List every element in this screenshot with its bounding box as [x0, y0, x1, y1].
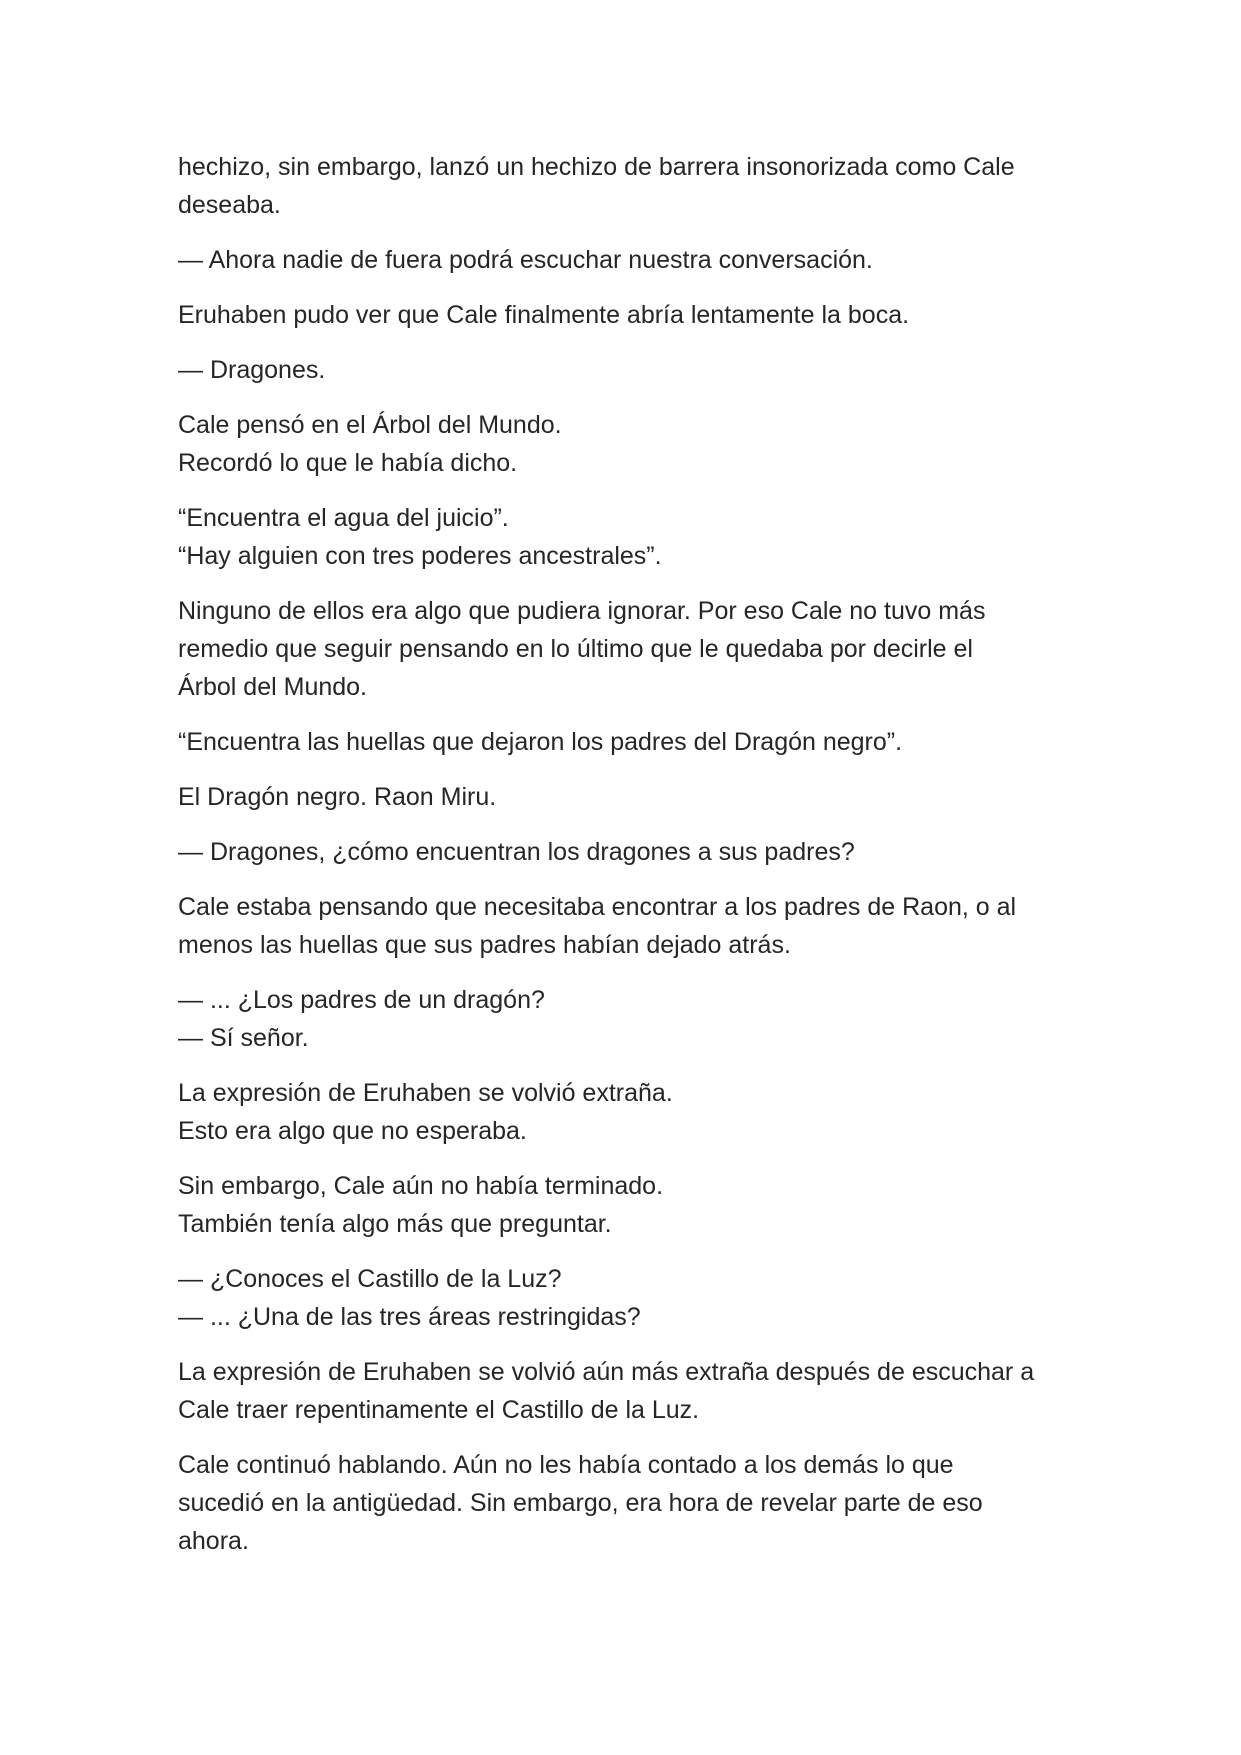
paragraph-9: [178, 778, 1078, 816]
text-line: — ... ¿Una de las tres áreas restringidas?: [178, 1303, 641, 1331]
text-line: El Dragón negro. Raon Miru.: [178, 783, 497, 811]
text-line: — Sí señor.: [178, 1024, 309, 1052]
paragraph-1: [178, 148, 1078, 224]
text-line: — Dragones, ¿cómo encuentran los dragones a sus padres?: [178, 838, 855, 866]
text-line: — ¿Conoces el Castillo de la Luz?: [178, 1265, 562, 1293]
paragraph-12: [178, 981, 1078, 1057]
text-line: — Dragones.: [178, 356, 326, 384]
text-line: También tenía algo más que preguntar.: [178, 1210, 612, 1238]
paragraph-15: [178, 1260, 1078, 1336]
text-line: Árbol del Mundo.: [178, 673, 368, 701]
paragraph-16: [178, 1353, 1078, 1429]
paragraph-6: [178, 499, 1078, 575]
paragraph-8: [178, 723, 1078, 761]
paragraph-14: [178, 1167, 1078, 1243]
text-line: Eruhaben pudo ver que Cale finalmente abría lentamente la boca.: [178, 301, 910, 329]
text-line: Ninguno de ellos era algo que pudiera ignorar. Por eso Cale no tuvo más: [178, 597, 986, 625]
text-line: “Encuentra las huellas que dejaron los padres del Dragón negro”.: [178, 728, 903, 756]
paragraph-7: [178, 592, 1078, 706]
paragraph-4: [178, 351, 1078, 389]
text-line: ahora.: [178, 1527, 249, 1555]
text-line: Cale continuó hablando. Aún no les había contado a los demás lo que: [178, 1451, 954, 1479]
text-line: La expresión de Eruhaben se volvió extraña.: [178, 1079, 673, 1107]
paragraph-5: [178, 406, 1078, 482]
text-line: La expresión de Eruhaben se volvió aún más extraña después de escuchar a: [178, 1358, 1035, 1386]
paragraph-10: [178, 833, 1078, 871]
text-line: Cale traer repentinamente el Castillo de la Luz.: [178, 1396, 700, 1424]
text-line: Cale estaba pensando que necesitaba encontrar a los padres de Raon, o al: [178, 893, 1017, 921]
text-line: — ... ¿Los padres de un dragón?: [178, 986, 545, 1014]
text-line: Cale pensó en el Árbol del Mundo.: [178, 411, 562, 439]
text-line: Esto era algo que no esperaba.: [178, 1117, 527, 1145]
text-line: deseaba.: [178, 191, 281, 219]
text-line: sucedió en la antigüedad. Sin embargo, era hora de revelar parte de eso: [178, 1489, 983, 1517]
text-line: remedio que seguir pensando en lo último que le quedaba por decirle el: [178, 635, 973, 663]
paragraph-3: [178, 296, 1078, 334]
body-text: [178, 148, 1078, 1577]
text-line: hechizo, sin embargo, lanzó un hechizo de barrera insonorizada como Cale: [178, 153, 1015, 181]
text-line: Sin embargo, Cale aún no había terminado.: [178, 1172, 664, 1200]
text-line: — Ahora nadie de fuera podrá escuchar nuestra conversación.: [178, 246, 873, 274]
text-line: menos las huellas que sus padres habían dejado atrás.: [178, 931, 791, 959]
text-line: “Encuentra el agua del juicio”.: [178, 504, 509, 532]
paragraph-2: [178, 241, 1078, 279]
paragraph-11: [178, 888, 1078, 964]
text-line: Recordó lo que le había dicho.: [178, 449, 518, 477]
paragraph-17: [178, 1446, 1078, 1560]
paragraph-13: [178, 1074, 1078, 1150]
text-line: “Hay alguien con tres poderes ancestrales”.: [178, 542, 662, 570]
